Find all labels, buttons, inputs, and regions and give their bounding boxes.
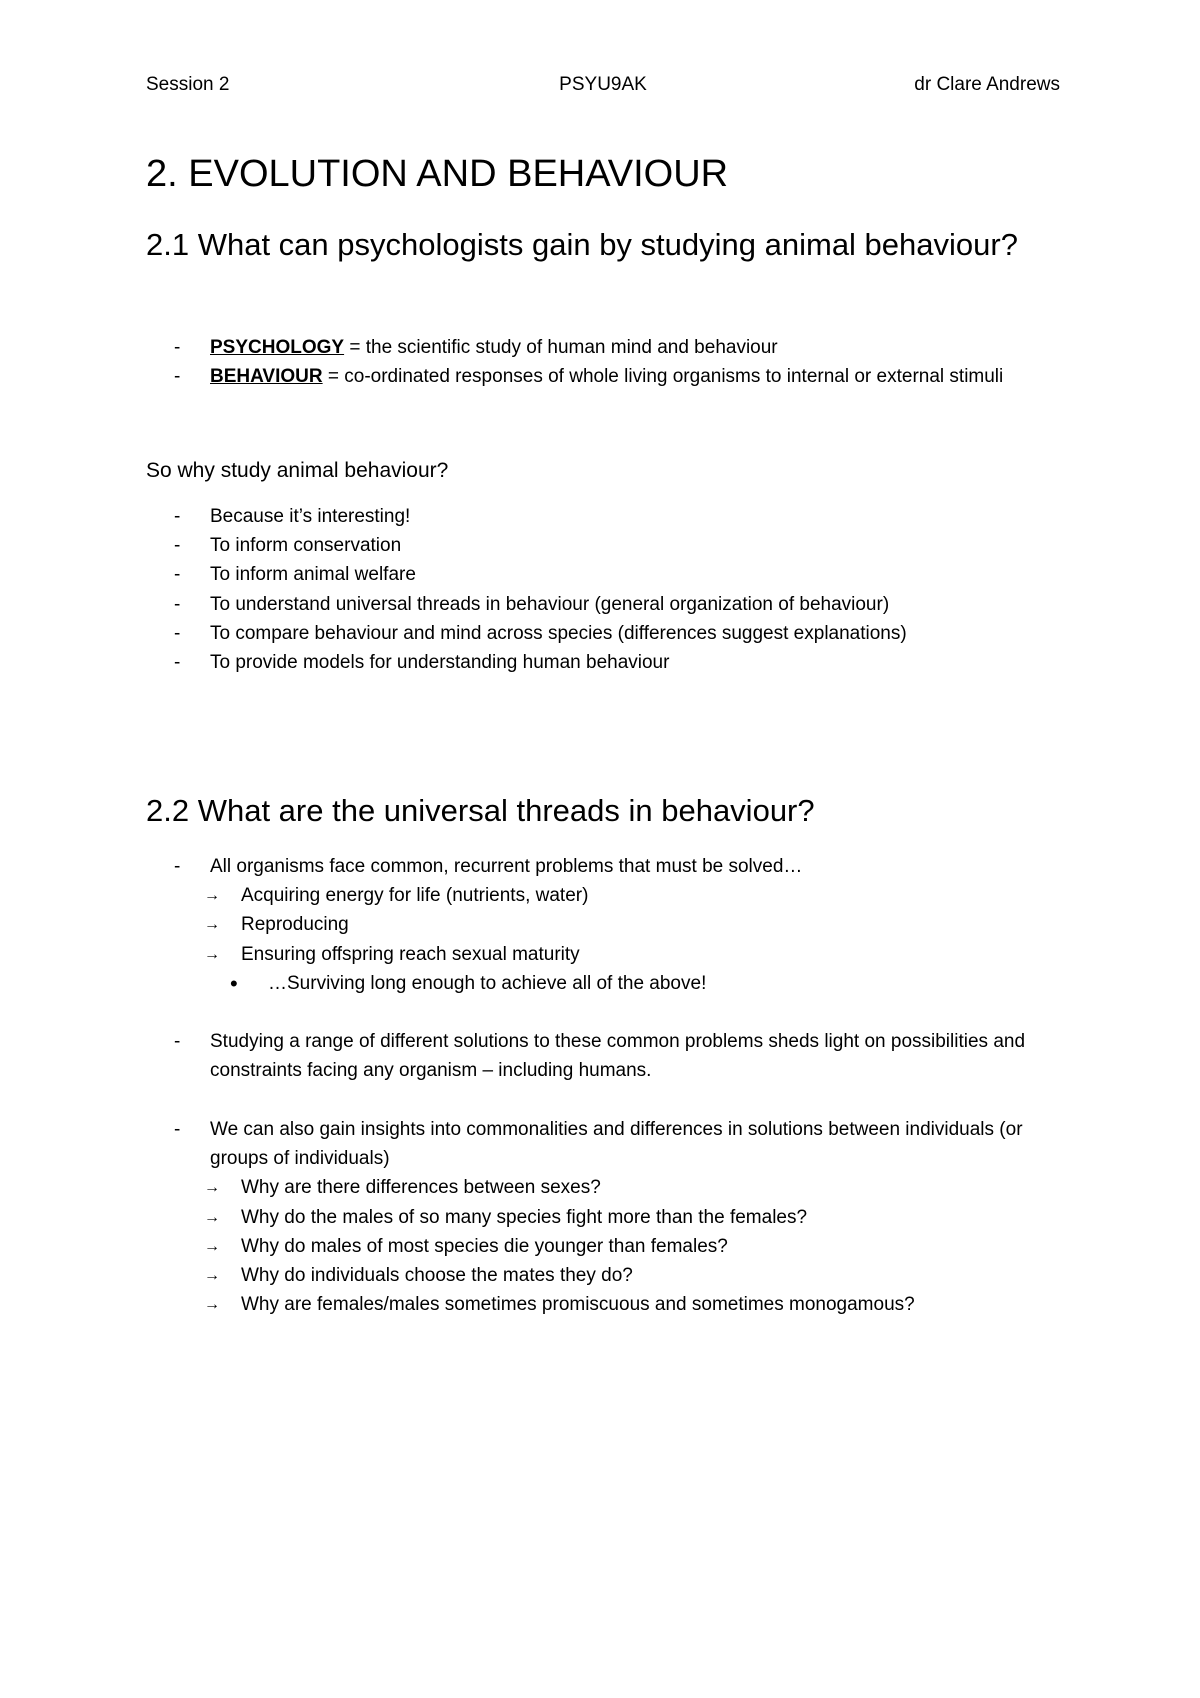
section-2-1-heading: 2.1 What can psychologists gain by studying animal behaviour?: [146, 227, 1018, 262]
term-psychology: PSYCHOLOGY: [210, 337, 345, 358]
header-author: dr Clare Andrews: [914, 74, 1060, 95]
list-item: → Why do individuals choose the mates they do?: [146, 1261, 1066, 1290]
definitions-list: [146, 333, 1066, 391]
dash-marker: -: [174, 337, 181, 358]
section-2-2-heading: 2.2 What are the universal threads in behaviour?: [146, 793, 815, 828]
header-course-code: PSYU9AK: [559, 74, 647, 95]
list-item: → Why are females/males sometimes promiscuous and sometimes monogamous?: [146, 1290, 1066, 1319]
list-item: - All organisms face common, recurrent problems that must be solved…: [146, 852, 1066, 881]
arrow-right-icon: →: [204, 1266, 220, 1284]
dash-marker: -: [174, 366, 181, 388]
dash-marker: -: [174, 856, 181, 877]
list-item: - Because it’s interesting!: [146, 502, 1066, 531]
term-behaviour: BEHAVIOUR: [210, 366, 323, 388]
header-session: Session 2: [146, 74, 230, 95]
dash-marker: -: [174, 564, 181, 586]
solutions-paragraph: [146, 1027, 1066, 1085]
dash-marker: -: [174, 506, 181, 527]
dash-marker: -: [174, 1119, 181, 1140]
page-header: [146, 74, 1060, 102]
universal-threads-list: [146, 852, 1066, 998]
list-item: → Acquiring energy for life (nutrients, water): [146, 881, 1066, 910]
arrow-right-icon: →: [204, 945, 220, 963]
definition-text: = the scientific study of human mind and behaviour: [344, 337, 778, 358]
arrow-right-icon: →: [204, 1179, 220, 1197]
arrow-right-icon: →: [204, 916, 220, 934]
list-item: - Studying a range of different solutions to these common problems sheds light on possibilities and constraints facing any organism – including humans.: [146, 1027, 1066, 1085]
arrow-right-icon: →: [204, 1208, 220, 1226]
dash-marker: -: [174, 535, 181, 557]
list-item: → Reproducing: [146, 910, 1066, 939]
dash-marker: -: [174, 651, 181, 673]
arrow-right-icon: →: [204, 887, 220, 905]
arrow-right-icon: →: [204, 1237, 220, 1255]
list-item: → Why are there differences between sexes?: [146, 1173, 1066, 1202]
definition-behaviour: [146, 362, 1066, 391]
list-item: → Why do the males of so many species fight more than the females?: [146, 1203, 1066, 1232]
list-item: - To inform animal welfare: [146, 560, 1066, 589]
definition-text: = co-ordinated responses of whole living organisms to internal or external stimuli: [322, 366, 1004, 388]
arrow-right-icon: →: [204, 1296, 220, 1314]
dash-marker: -: [174, 622, 181, 644]
reasons-list: [146, 502, 1066, 677]
list-item: - We can also gain insights into commonalities and differences in solutions between individuals (or groups of individuals): [146, 1115, 1066, 1173]
why-study-subheading: So why study animal behaviour?: [146, 459, 449, 482]
list-item: - To compare behaviour and mind across species (differences suggest explanations): [146, 619, 1066, 648]
page-title: 2. EVOLUTION AND BEHAVIOUR: [146, 153, 729, 195]
list-item: - To provide models for understanding human behaviour: [146, 648, 1066, 677]
definition-psychology: [146, 333, 1066, 362]
list-item: - To inform conservation: [146, 531, 1066, 560]
list-item: - To understand universal threads in behaviour (general organization of behaviour): [146, 590, 1066, 619]
list-item: • …Surviving long enough to achieve all of the above!: [146, 969, 1066, 998]
insights-list: [146, 1115, 1066, 1319]
list-item: → Why do males of most species die younger than females?: [146, 1232, 1066, 1261]
dash-marker: -: [174, 593, 181, 615]
bullet-icon: •: [230, 970, 238, 996]
list-item: → Ensuring offspring reach sexual maturity: [146, 940, 1066, 969]
dash-marker: -: [174, 1031, 181, 1052]
